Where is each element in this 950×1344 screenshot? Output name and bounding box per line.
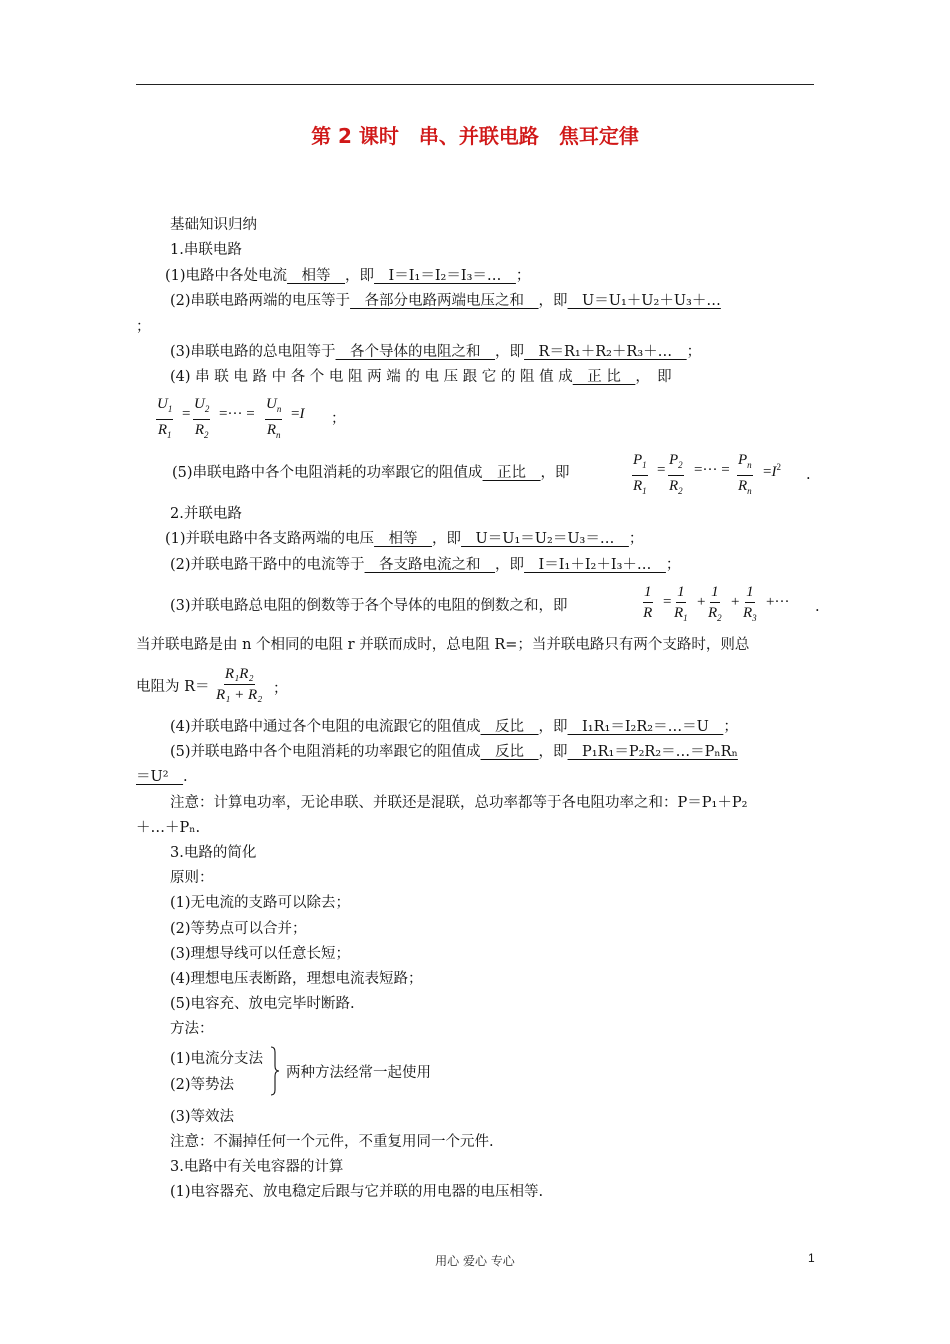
method-2: (2)等势法 <box>170 1077 235 1093</box>
parallel-line-1: (1)并联电路中各支路两端的电压 相等 ，即 U＝U₁＝U₂＝U₃＝… ； <box>165 531 644 547</box>
simplify-note: 注意：不漏掉任何一个元件，不重复用同一个元件. <box>170 1134 494 1150</box>
parallel-line-4: 当并联电路是由 n 个相同的电阻 r 并联而成时，总电阻 R=；当并联电路只有两个支路时，则总 <box>136 637 750 653</box>
fraction-u2-r2: $\frac{U_2}{R_2}$ <box>194 396 210 440</box>
plus-dots: +··· <box>766 594 790 610</box>
equals-sign-2: = <box>657 462 666 478</box>
simplify-heading: 3.电路的简化 <box>170 845 257 861</box>
series-line-1: (1)电路中各处电流 相等 ，即 I＝I₁＝I₂＝I₃＝… ； <box>165 268 531 284</box>
page-number: 1 <box>808 1251 815 1265</box>
method-note: 两种方法经常一起使用 <box>286 1065 431 1081</box>
semicolon: ； <box>331 411 346 427</box>
parallel-heading: 2.并联电路 <box>170 506 242 522</box>
method-label: 方法： <box>170 1021 214 1037</box>
method-3: (3)等效法 <box>170 1109 235 1125</box>
fraction-un-rn: $\frac{U_n}{R_n}$ <box>266 396 282 440</box>
fraction-r1r2: $\frac{\text{R₁R₂}}{\text{R₁ + R₂}}$ <box>216 666 263 703</box>
principle-5: (5)电容充、放电完毕时断路. <box>170 996 355 1012</box>
capacitor-heading: 3.电路中有关电容器的计算 <box>170 1159 344 1175</box>
series-line-4: (4) 串 联 电 路 中 各 个 电 阻 两 端 的 电 压 跟 它 的 阻 值 成 正 比 ， 即 <box>170 369 672 385</box>
fraction-1-r: $\frac{1}{R}$ <box>643 584 653 621</box>
equals-sign-3: = <box>663 594 672 610</box>
principle-1: (1)无电流的支路可以除去； <box>170 895 351 911</box>
series-heading: 1.串联电路 <box>170 242 242 258</box>
plus-sign-1: + <box>697 594 706 610</box>
parallel-line-3: (3)并联电路总电阻的倒数等于各个导体的电阻的倒数之和，即 <box>170 598 568 614</box>
capacitor-line-1: (1)电容器充、放电稳定后跟与它并联的用电器的电压相等. <box>170 1184 544 1200</box>
fraction-pn-rn: $\frac{P_n}{R_n}$ <box>738 452 752 496</box>
parallel-line-2: (2)并联电路干路中的电流等于 各支路电流之和 ，即 I＝I₁＋I₂＋I₃＋… ； <box>170 557 681 573</box>
series-line-5: (5)串联电路中各个电阻消耗的功率跟它的阻值成 正比 ，即 <box>172 465 570 481</box>
series-line-2: (2)串联电路两端的电压等于 各部分电路两端电压之和 ，即 U＝U₁＋U₂＋U₃＋… <box>170 293 721 309</box>
series-line-2-end: ； <box>136 319 151 335</box>
fraction-1-r2: $\frac{1}{R_2}$ <box>708 584 722 623</box>
power-note-1: 注意：计算电功率，无论串联、并联还是混联，总功率都等于各电阻功率之和：P＝P₁＋P₂ <box>170 795 748 811</box>
curly-brace <box>270 1046 280 1096</box>
fraction-u1-r1: $\frac{U_1}{R_1}$ <box>157 396 173 440</box>
header-rule <box>136 84 814 85</box>
period: . <box>806 467 811 483</box>
fraction-1-r1: $\frac{1}{R_1}$ <box>674 584 688 623</box>
equals-dots: =··· = <box>219 406 255 422</box>
fraction-p2-r2: $\frac{P_2}{R_2}$ <box>669 452 683 496</box>
section-label: 基础知识归纳 <box>170 217 257 233</box>
equals-dots-2: =··· = <box>694 462 730 478</box>
principle-3: (3)理想导线可以任意长短； <box>170 946 351 962</box>
parallel-line-8: ＝U² . <box>136 769 188 785</box>
parallel-line-6: (4)并联电路中通过各个电阻的电流跟它的阻值成 反比 ，即 I₁R₁＝I₂R₂＝…＝U ； <box>170 719 738 735</box>
method-1: (1)电流分支法 <box>170 1051 264 1067</box>
fraction-1-r3: $\frac{1}{R_3}$ <box>743 584 757 623</box>
footer-text: 用心 爱心 专心 <box>435 1254 515 1268</box>
equals-sign: = <box>182 406 191 422</box>
principle-2: (2)等势点可以合并； <box>170 921 307 937</box>
parallel-line-5: 电阻为 R＝ <box>136 679 210 695</box>
semicolon-2: ； <box>273 681 288 697</box>
parallel-line-7: (5)并联电路中各个电阻消耗的功率跟它的阻值成 反比 ，即 P₁R₁＝P₂R₂＝…＝PₙRₙ <box>170 744 738 760</box>
equals-i: =I <box>291 406 305 422</box>
period-2: . <box>815 599 820 615</box>
principle-4: (4)理想电压表断路，理想电流表短路； <box>170 971 423 987</box>
page-title: 第 2 课时 串、并联电路 焦耳定律 <box>311 124 639 148</box>
plus-sign-2: + <box>731 594 740 610</box>
power-note-2: ＋…＋Pₙ. <box>136 820 201 836</box>
equals-i-squared: $=I^2$ <box>763 462 781 480</box>
series-line-3: (3)串联电路的总电阻等于 各个导体的电阻之和 ，即 R＝R₁＋R₂＋R₃＋… ； <box>170 344 702 360</box>
fraction-p1-r1: $\frac{P_1}{R_1}$ <box>633 452 647 496</box>
principle-label: 原则： <box>170 870 214 886</box>
